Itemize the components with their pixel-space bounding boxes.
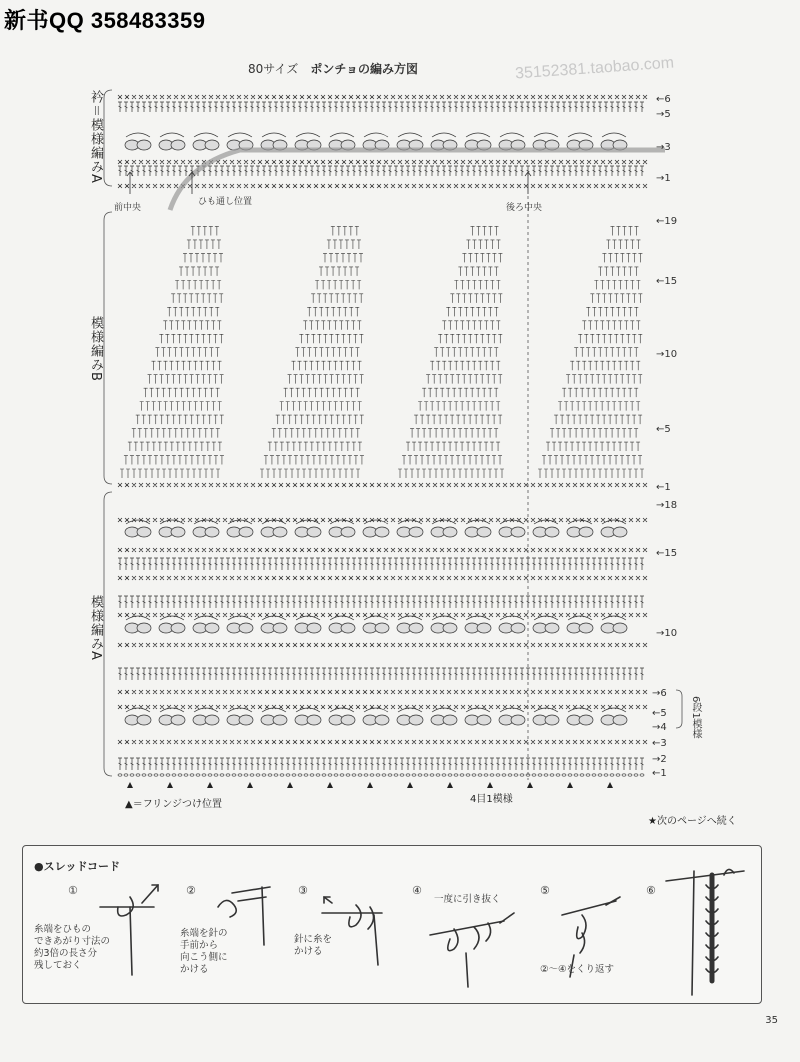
step-6-illustration xyxy=(666,869,744,995)
pattern-a-row-2: →2 xyxy=(652,754,667,765)
pattern-a-row-18: →18 xyxy=(656,500,678,511)
step-2-illustration xyxy=(218,887,270,945)
pattern-a-row-4: →4 xyxy=(652,722,667,733)
step-4-text: 一度に引き抜く xyxy=(434,894,501,905)
step-6-number: ⑥ xyxy=(646,884,656,897)
step-3-number: ③ xyxy=(298,884,308,897)
step-2-number: ② xyxy=(186,884,196,897)
step-1-illustration xyxy=(100,885,158,975)
thread-cord-illustrations xyxy=(22,845,762,1002)
repeat-label: 4目1模様 xyxy=(470,794,513,805)
step-5-text: ②〜④をくり返す xyxy=(540,964,615,975)
collar-row-6: ←6 xyxy=(656,94,671,105)
pattern-a-row-3: ←3 xyxy=(652,738,667,749)
pattern-b-label: 模様編みB xyxy=(88,316,103,382)
cord-position-label: ひも通し位置 xyxy=(198,197,253,207)
pattern-a-row-10: →10 xyxy=(656,628,678,639)
pattern-a-row-15: ←15 xyxy=(656,548,678,559)
front-center-label: 前中央 xyxy=(114,203,142,213)
header-text: 新书QQ 358483359 xyxy=(4,8,206,33)
pattern-a-label: 模様編みA xyxy=(88,595,103,661)
thread-cord-title: ●スレッドコード xyxy=(34,860,121,873)
pattern-b-row-1: ←1 xyxy=(656,482,671,493)
collar-row-1: →1 xyxy=(656,173,671,184)
watermark: 35152381.taobao.com xyxy=(514,54,675,83)
step-2-text: 糸端を針の 手前から 向こう側に かける xyxy=(180,928,228,975)
title-main: ポンチョの編み方図 xyxy=(310,62,418,76)
step-3-text: 針に糸を かける xyxy=(294,934,333,957)
pattern-b-row-10: →10 xyxy=(656,349,678,360)
title-size: 80サイズ xyxy=(248,62,299,76)
step-1-number: ① xyxy=(68,884,78,897)
collar-row-3: →3 xyxy=(656,142,671,153)
step-5-number: ⑤ xyxy=(540,884,550,897)
pattern-a-row-1: ←1 xyxy=(652,768,667,779)
pattern-b-row-15: ←15 xyxy=(656,276,678,287)
step-3-illustration xyxy=(322,897,382,965)
pattern-b-row-5: ←5 xyxy=(656,424,671,435)
collar-label: 衿＝模様編みA xyxy=(88,90,103,184)
fringe-position-label: ▲＝フリンジつけ位置 xyxy=(125,799,223,810)
collar-row-5: →5 xyxy=(656,109,671,120)
step-5-illustration xyxy=(562,897,620,977)
back-center-label: 後ろ中央 xyxy=(506,203,543,213)
next-page-note: ★次のページへ続く xyxy=(648,816,737,827)
step-4-number: ④ xyxy=(412,884,422,897)
step-4-illustration xyxy=(430,913,514,987)
pattern-a-row-5: ←5 xyxy=(652,708,667,719)
six-row-pattern-label: 6段1模様 xyxy=(690,696,701,739)
pattern-b-row-19: ←19 xyxy=(656,216,678,227)
page-number: 35 xyxy=(765,1015,778,1026)
pattern-a-row-6: →6 xyxy=(652,688,667,699)
step-1-text: 糸端をひもの できあがり寸法の 約3倍の長さ分 残しておく xyxy=(34,924,111,971)
